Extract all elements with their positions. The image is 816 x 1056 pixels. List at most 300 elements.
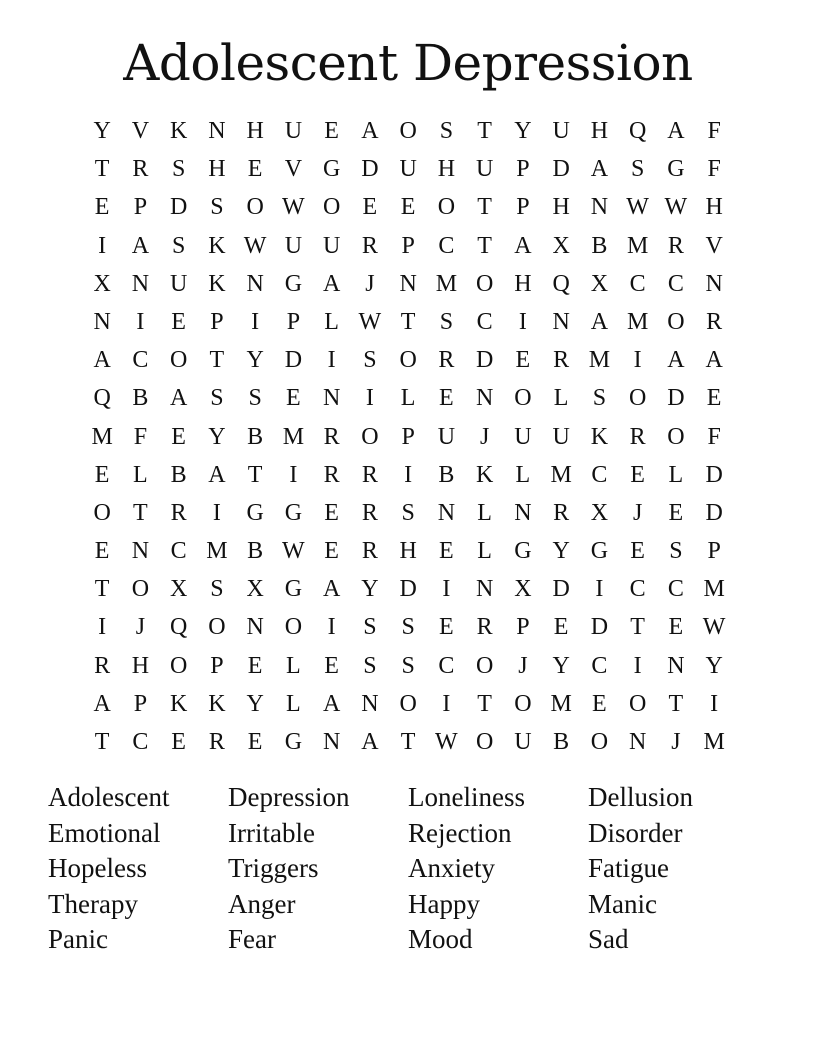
grid-letter: O	[475, 729, 494, 755]
grid-letter: W	[282, 538, 305, 565]
grid-letter: R	[361, 461, 378, 488]
grid-letter: I	[365, 385, 374, 412]
grid-letter: E	[400, 194, 416, 221]
grid-letter: K	[208, 232, 226, 259]
grid-letter: R	[361, 538, 378, 565]
grid-letter: J	[365, 270, 375, 297]
grid-letter: A	[322, 690, 341, 717]
grid-letter: D	[284, 347, 303, 374]
grid-letter: L	[286, 652, 301, 679]
grid-letter: C	[438, 652, 455, 679]
grid-letter: U	[514, 729, 532, 755]
grid-letter: T	[247, 461, 263, 488]
grid-letter: T	[477, 690, 492, 717]
grid-letter: K	[169, 118, 188, 144]
word-list-item: Disorder	[588, 817, 683, 848]
grid-letter: O	[514, 385, 532, 412]
grid-letter: U	[284, 118, 303, 144]
grid-letter: R	[323, 423, 340, 450]
grid-letter: L	[477, 499, 492, 526]
grid-letter: C	[667, 270, 684, 297]
grid-letter: O	[131, 576, 150, 603]
grid-letter: Y	[246, 347, 264, 374]
grid-letter: Q	[628, 118, 647, 144]
grid-letter: S	[439, 308, 454, 335]
grid-letter: F	[133, 423, 148, 450]
word-list-item: Emotional	[48, 817, 161, 848]
grid-letter: S	[171, 156, 186, 183]
grid-letter: O	[169, 347, 188, 374]
grid-letter: I	[595, 576, 604, 603]
grid-letter: T	[94, 729, 110, 755]
grid-letter: I	[212, 499, 221, 526]
grid-letter: U	[552, 118, 570, 144]
grid-letter: H	[246, 118, 264, 144]
word-list-item: Irritable	[228, 817, 315, 848]
grid-letter: D	[361, 156, 379, 183]
grid-letter: O	[208, 614, 226, 641]
grid-letter: B	[591, 232, 608, 259]
word-list-item: Dellusion	[588, 782, 693, 812]
grid-letter: D	[399, 576, 417, 603]
grid-letter: L	[668, 461, 684, 488]
grid-letter: Y	[93, 118, 111, 144]
grid-letter: D	[705, 499, 723, 526]
grid-letter: V	[131, 118, 150, 144]
word-list	[48, 780, 768, 958]
grid-letter: O	[628, 690, 647, 717]
grid-letter: W	[282, 194, 305, 221]
grid-letter: S	[401, 652, 415, 679]
grid-letter: T	[133, 499, 148, 526]
grid-letter: A	[322, 576, 341, 603]
grid-letter: O	[667, 423, 685, 450]
grid-letter: J	[632, 499, 643, 526]
grid-letter: N	[475, 385, 494, 412]
grid-letter: Y	[208, 423, 226, 450]
grid-letter: R	[667, 232, 684, 259]
grid-letter: Q	[552, 270, 570, 297]
grid-letter: A	[590, 308, 609, 335]
grid-letter: B	[132, 385, 149, 412]
grid-letter: R	[208, 729, 225, 755]
grid-letter: R	[361, 499, 378, 526]
grid-letter: W	[664, 194, 688, 221]
word-list-item: Happy	[408, 888, 480, 919]
grid-letter: O	[399, 347, 417, 374]
grid-letter: E	[439, 538, 454, 565]
grid-letter: N	[131, 538, 150, 565]
grid-letter: Y	[705, 652, 723, 679]
grid-letter: E	[630, 538, 645, 565]
grid-letter: F	[707, 423, 721, 450]
grid-letter: X	[590, 499, 609, 526]
grid-letter: O	[361, 423, 379, 450]
grid-letter: U	[169, 270, 188, 297]
grid-letter: P	[133, 690, 148, 717]
grid-letter: A	[361, 118, 379, 144]
grid-letter: P	[516, 614, 530, 641]
grid-letter: R	[553, 499, 570, 526]
grid-letter: O	[437, 194, 456, 221]
grid-letter: W	[702, 614, 726, 641]
grid-letter: B	[553, 729, 570, 755]
grid-letter: H	[514, 270, 532, 297]
grid-letter: X	[246, 576, 264, 603]
grid-letter: E	[668, 499, 684, 526]
grid-letter: E	[247, 156, 263, 183]
grid-letter: I	[710, 690, 719, 717]
grid-letter: U	[437, 423, 456, 450]
grid-letter: I	[404, 461, 413, 488]
grid-letter: U	[399, 156, 417, 183]
grid-letter: P	[133, 194, 148, 221]
grid-letter: N	[628, 729, 647, 755]
grid-letter: S	[401, 614, 415, 641]
grid-letter: M	[435, 270, 458, 297]
grid-letter: E	[324, 652, 339, 679]
grid-letter: N	[705, 270, 723, 297]
grid-letter: O	[590, 729, 609, 755]
grid-letter: U	[322, 232, 341, 259]
grid-letter: E	[706, 385, 722, 412]
grid-letter: N	[475, 576, 494, 603]
grid-letter: I	[518, 308, 527, 335]
grid-letter: S	[401, 499, 415, 526]
grid-letter: N	[246, 614, 264, 641]
grid-letter: T	[209, 347, 225, 374]
word-list-item: Hopeless	[48, 853, 147, 883]
grid-letter: D	[705, 461, 723, 488]
grid-letter: O	[93, 499, 111, 526]
grid-letter: S	[210, 576, 224, 603]
grid-letter: R	[438, 347, 455, 374]
grid-letter: P	[516, 156, 530, 183]
grid-letter: E	[324, 118, 339, 144]
grid-letter: S	[439, 118, 454, 144]
word-list-item: Adolescent	[48, 782, 170, 812]
grid-letter: T	[477, 118, 492, 144]
grid-letter: S	[363, 614, 377, 641]
grid-letter: U	[552, 423, 570, 450]
grid-letter: E	[94, 461, 110, 488]
word-list-item: Manic	[588, 888, 657, 919]
grid-letter: X	[514, 576, 532, 603]
grid-letter: L	[477, 538, 492, 565]
grid-letter: M	[588, 347, 611, 374]
grid-letter: S	[669, 538, 683, 565]
grid-letter: S	[630, 156, 645, 183]
grid-letter: N	[322, 729, 341, 755]
grid-letter: K	[590, 423, 609, 450]
grid-letter: S	[210, 194, 224, 221]
grid-letter: V	[705, 232, 723, 259]
grid-letter: E	[94, 194, 110, 221]
grid-letter: S	[248, 385, 262, 412]
grid-letter: T	[668, 690, 684, 717]
grid-letter: N	[552, 308, 570, 335]
grid-letter: G	[284, 499, 303, 526]
grid-letter: G	[514, 538, 532, 565]
grid-letter: E	[324, 499, 339, 526]
grid-letter: G	[284, 576, 303, 603]
grid-letter: L	[286, 690, 301, 717]
grid-letter: E	[324, 538, 339, 565]
word-list-item: Panic	[48, 924, 108, 954]
grid-letter: H	[552, 194, 570, 221]
grid-letter: N	[131, 270, 150, 297]
grid-letter: N	[93, 308, 111, 335]
grid-letter: N	[399, 270, 417, 297]
grid-letter: O	[399, 118, 417, 144]
grid-letter: L	[553, 385, 569, 412]
grid-letter: J	[671, 729, 681, 755]
grid-letter: E	[439, 385, 454, 412]
grid-letter: C	[132, 347, 149, 374]
grid-letter: T	[630, 614, 645, 641]
grid-letter: P	[516, 194, 530, 221]
grid-letter: T	[94, 156, 110, 183]
grid-letter: E	[592, 690, 607, 717]
grid-letter: N	[437, 499, 456, 526]
grid-letter: F	[707, 118, 721, 144]
grid-letter: S	[210, 385, 224, 412]
grid-letter: L	[400, 385, 416, 412]
word-list-item: Sad	[588, 924, 629, 954]
grid-letter: C	[476, 308, 493, 335]
grid-letter: C	[667, 576, 684, 603]
grid-letter: R	[553, 347, 570, 374]
grid-letter: E	[171, 423, 186, 450]
grid-letter: Y	[552, 538, 570, 565]
grid-letter: I	[289, 461, 298, 488]
grid-letter: E	[630, 461, 645, 488]
grid-letter: O	[322, 194, 341, 221]
word-list-item: Anxiety	[408, 853, 495, 883]
grid-letter: I	[442, 690, 451, 717]
grid-letter: X	[169, 576, 188, 603]
grid-letter: P	[210, 308, 224, 335]
grid-letter: X	[590, 270, 609, 297]
word-list-item: Anger	[228, 888, 296, 919]
grid-letter: K	[169, 690, 188, 717]
grid-letter: Y	[246, 690, 264, 717]
grid-letter: A	[590, 156, 609, 183]
grid-letter: G	[246, 499, 264, 526]
grid-letter: C	[591, 461, 608, 488]
grid-letter: W	[435, 729, 458, 755]
grid-letter: R	[476, 614, 493, 641]
grid-letter: A	[667, 118, 685, 144]
grid-letter: A	[169, 385, 188, 412]
grid-letter: C	[591, 652, 608, 679]
grid-letter: M	[703, 576, 725, 603]
grid-letter: Y	[514, 118, 532, 144]
grid-letter: C	[170, 538, 187, 565]
grid-letter: U	[514, 423, 532, 450]
grid-letter: X	[93, 270, 111, 297]
grid-letter: D	[590, 614, 609, 641]
grid-letter: E	[247, 652, 263, 679]
grid-letter: H	[705, 194, 723, 221]
grid-letter: R	[323, 461, 340, 488]
grid-letter: G	[284, 729, 303, 755]
grid-letter: N	[246, 270, 264, 297]
grid-letter: A	[322, 270, 341, 297]
grid-letter: P	[210, 652, 224, 679]
letter-grid	[83, 112, 733, 761]
grid-letter: D	[667, 385, 685, 412]
grid-letter: W	[243, 232, 267, 259]
grid-letter: E	[553, 614, 569, 641]
grid-letter: D	[552, 576, 570, 603]
grid-letter: K	[208, 270, 226, 297]
grid-letter: I	[136, 308, 145, 335]
grid-letter: K	[208, 690, 226, 717]
grid-letter: G	[667, 156, 685, 183]
grid-letter: G	[590, 538, 609, 565]
grid-letter: I	[442, 576, 451, 603]
grid-letter: I	[633, 652, 642, 679]
grid-letter: A	[514, 232, 532, 259]
grid-letter: T	[477, 194, 492, 221]
word-list-item: Depression	[228, 782, 350, 812]
grid-letter: D	[475, 347, 494, 374]
word-list-item: Loneliness	[408, 782, 525, 812]
grid-letter: E	[286, 385, 301, 412]
grid-letter: X	[552, 232, 570, 259]
grid-letter: C	[629, 576, 646, 603]
grid-letter: B	[247, 423, 264, 450]
grid-letter: E	[171, 729, 186, 755]
grid-letter: M	[703, 729, 725, 755]
grid-letter: M	[626, 232, 649, 259]
grid-letter: K	[475, 461, 494, 488]
grid-letter: S	[363, 652, 377, 679]
grid-letter: U	[475, 156, 494, 183]
grid-letter: U	[284, 232, 303, 259]
grid-letter: W	[626, 194, 649, 221]
word-list-item: Rejection	[408, 817, 512, 848]
grid-letter: N	[322, 385, 341, 412]
grid-letter: G	[322, 156, 341, 183]
grid-letter: B	[170, 461, 187, 488]
grid-letter: I	[327, 614, 336, 641]
grid-letter: S	[592, 385, 607, 412]
grid-letter: P	[401, 232, 415, 259]
grid-letter: A	[131, 232, 150, 259]
grid-letter: M	[550, 690, 572, 717]
grid-letter: B	[438, 461, 455, 488]
grid-letter: M	[282, 423, 305, 450]
grid-letter: N	[514, 499, 532, 526]
grid-letter: J	[479, 423, 490, 450]
word-list-item: Fatigue	[588, 853, 669, 883]
grid-letter: S	[171, 232, 186, 259]
grid-letter: N	[590, 194, 609, 221]
grid-letter: O	[246, 194, 264, 221]
grid-letter: J	[518, 652, 528, 679]
grid-letter: O	[514, 690, 532, 717]
grid-letter: E	[362, 194, 378, 221]
grid-letter: H	[399, 538, 417, 565]
grid-letter: M	[626, 308, 649, 335]
grid-letter: L	[133, 461, 148, 488]
grid-letter: N	[361, 690, 379, 717]
grid-letter: Y	[361, 576, 379, 603]
grid-letter: H	[208, 156, 226, 183]
grid-letter: T	[94, 576, 110, 603]
grid-letter: T	[477, 232, 492, 259]
word-list-item: Triggers	[228, 853, 319, 883]
grid-letter: I	[327, 347, 336, 374]
word-list-item: Fear	[228, 924, 276, 954]
grid-letter: A	[705, 347, 723, 374]
grid-letter: E	[439, 614, 454, 641]
grid-letter: P	[707, 538, 721, 565]
grid-letter: O	[284, 614, 303, 641]
grid-letter: J	[135, 614, 146, 641]
grid-letter: V	[284, 156, 303, 183]
grid-letter: E	[247, 729, 263, 755]
grid-letter: E	[171, 308, 186, 335]
grid-letter: I	[633, 347, 642, 374]
grid-letter: E	[94, 538, 110, 565]
grid-letter: E	[668, 614, 684, 641]
grid-letter: C	[438, 232, 455, 259]
grid-letter: N	[208, 118, 226, 144]
grid-letter: A	[93, 690, 111, 717]
grid-letter: Q	[169, 614, 188, 641]
grid-letter: P	[286, 308, 301, 335]
word-list-item: Therapy	[48, 888, 138, 919]
grid-letter: A	[361, 729, 379, 755]
grid-letter: G	[284, 270, 303, 297]
grid-letter: R	[132, 156, 149, 183]
grid-letter: B	[247, 538, 264, 565]
grid-letter: P	[401, 423, 415, 450]
grid-letter: D	[552, 156, 570, 183]
grid-letter: M	[206, 538, 228, 565]
word-list-item: Mood	[408, 924, 473, 954]
grid-letter: R	[706, 308, 723, 335]
grid-letter: O	[628, 385, 647, 412]
grid-letter: R	[629, 423, 646, 450]
grid-letter: O	[475, 270, 494, 297]
grid-letter: Q	[93, 385, 111, 412]
grid-letter: C	[629, 270, 646, 297]
grid-letter: M	[550, 461, 572, 488]
grid-letter: H	[131, 652, 150, 679]
grid-letter: M	[91, 423, 113, 450]
grid-letter: C	[132, 729, 149, 755]
grid-letter: O	[169, 652, 188, 679]
grid-letter: H	[437, 156, 456, 183]
grid-letter: E	[515, 347, 531, 374]
grid-letter: O	[399, 690, 417, 717]
grid-letter: S	[363, 347, 377, 374]
grid-letter: W	[358, 308, 382, 335]
grid-letter: A	[208, 461, 226, 488]
grid-letter: R	[94, 652, 111, 679]
grid-letter: L	[324, 308, 339, 335]
grid-letter: N	[667, 652, 685, 679]
grid-letter: Y	[552, 652, 570, 679]
grid-letter: T	[400, 308, 416, 335]
grid-letter: L	[515, 461, 531, 488]
grid-letter: R	[170, 499, 187, 526]
grid-letter: O	[667, 308, 685, 335]
